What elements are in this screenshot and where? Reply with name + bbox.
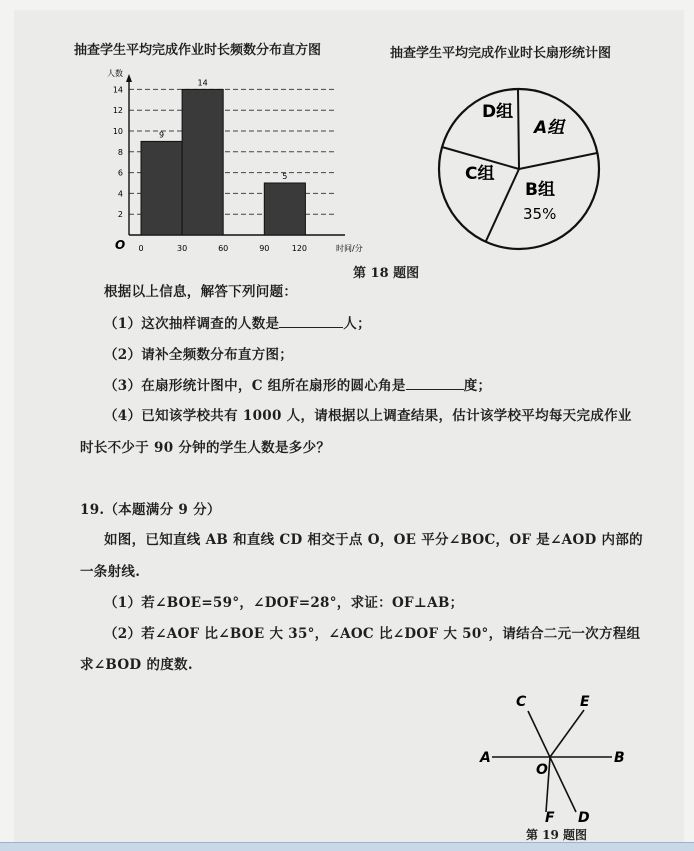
q18-part4-line1: （4）已知该学校共有 1000 人，请根据以上调查结果，估计该学校平均每天完成作业: [104, 408, 632, 424]
pie-slice-c-label: C组: [465, 164, 495, 184]
pie-slice-a-label: A组: [534, 118, 565, 138]
histogram-title: 抽查学生平均完成作业时长频数分布直方图: [74, 43, 322, 58]
q18-part3-unit: 度；: [463, 378, 492, 394]
pie-slice-b-label: B组: [525, 180, 555, 200]
histogram-origin-label: O: [115, 238, 126, 252]
q19-part2-line2: 求∠BOD 的度数.: [80, 657, 193, 673]
histogram-x-tick-label: 120: [291, 244, 308, 253]
pie-chart-title: 抽查学生平均完成作业时长扇形统计图: [390, 46, 612, 61]
q18-intro: 根据以上信息，解答下列问题：: [104, 284, 298, 300]
q19-part1: （1）若∠BOE=59°，∠DOF=28°，求证：OF⊥AB；: [104, 595, 464, 611]
histogram-x-tick-label: 0: [138, 244, 144, 253]
histogram-bar-value-label: 14: [197, 78, 208, 88]
point-o-label: O: [536, 762, 548, 778]
histogram-x-tick-label: 30: [177, 244, 188, 253]
pie-slice-d-label: D组: [482, 102, 514, 122]
histogram-y-tick-label: 12: [112, 106, 123, 116]
histogram-x-tick-label: 90: [259, 244, 270, 253]
point-e-label: E: [580, 694, 590, 710]
ray-oe: [550, 710, 584, 757]
point-c-label: C: [516, 694, 527, 710]
point-a-label: A: [480, 750, 491, 766]
q18-part2: （2）请补全频数分布直方图；: [104, 347, 294, 363]
q18-part1-unit: 人；: [343, 316, 371, 332]
histogram-y-tick-label: 8: [117, 147, 123, 157]
q19-part2-line1: （2）若∠AOF 比∠BOE 大 35°，∠AOC 比∠DOF 大 50°，请结合二元一次方程组: [104, 626, 641, 642]
histogram-y-tick-label: 14: [112, 85, 123, 95]
histogram-y-tick-label: 6: [117, 168, 123, 178]
q18-part3-text: （3）在扇形统计图中，C 组所在扇形的圆心角是: [104, 378, 406, 394]
figure-18-caption: 第 18 题图: [353, 266, 420, 281]
histogram-y-tick-label: 10: [112, 127, 123, 136]
histogram-bar-value-label: 5: [282, 172, 288, 181]
q18-part1-text: （1）这次抽样调查的人数是: [104, 316, 280, 332]
histogram-bar-value-label: 9: [159, 130, 165, 140]
histogram-x-tick-label: 60: [218, 244, 229, 253]
q19-stem-line2: 一条射线.: [80, 564, 141, 580]
histogram-x-axis-title: 时间/分: [336, 244, 363, 253]
q19-stem-line1: 如图，已知直线 AB 和直线 CD 相交于点 O，OE 平分∠BOC，OF 是∠AOD 内部的: [104, 532, 643, 548]
q19-header: 19.（本题满分 9 分）: [80, 502, 221, 518]
histogram-y-tick-label: 4: [117, 189, 123, 199]
figure-19-caption: 第 19 题图: [526, 828, 588, 842]
pie-slice-b-percent: 35%: [523, 205, 557, 223]
point-f-label: F: [545, 810, 555, 826]
point-b-label: B: [614, 750, 625, 766]
histogram-y-axis-title: 人数: [107, 69, 123, 78]
q18-part4-line2: 时长不少于 90 分钟的学生人数是多少？: [80, 440, 331, 456]
point-d-label: D: [578, 810, 590, 826]
histogram-y-tick-label: 2: [117, 210, 123, 220]
